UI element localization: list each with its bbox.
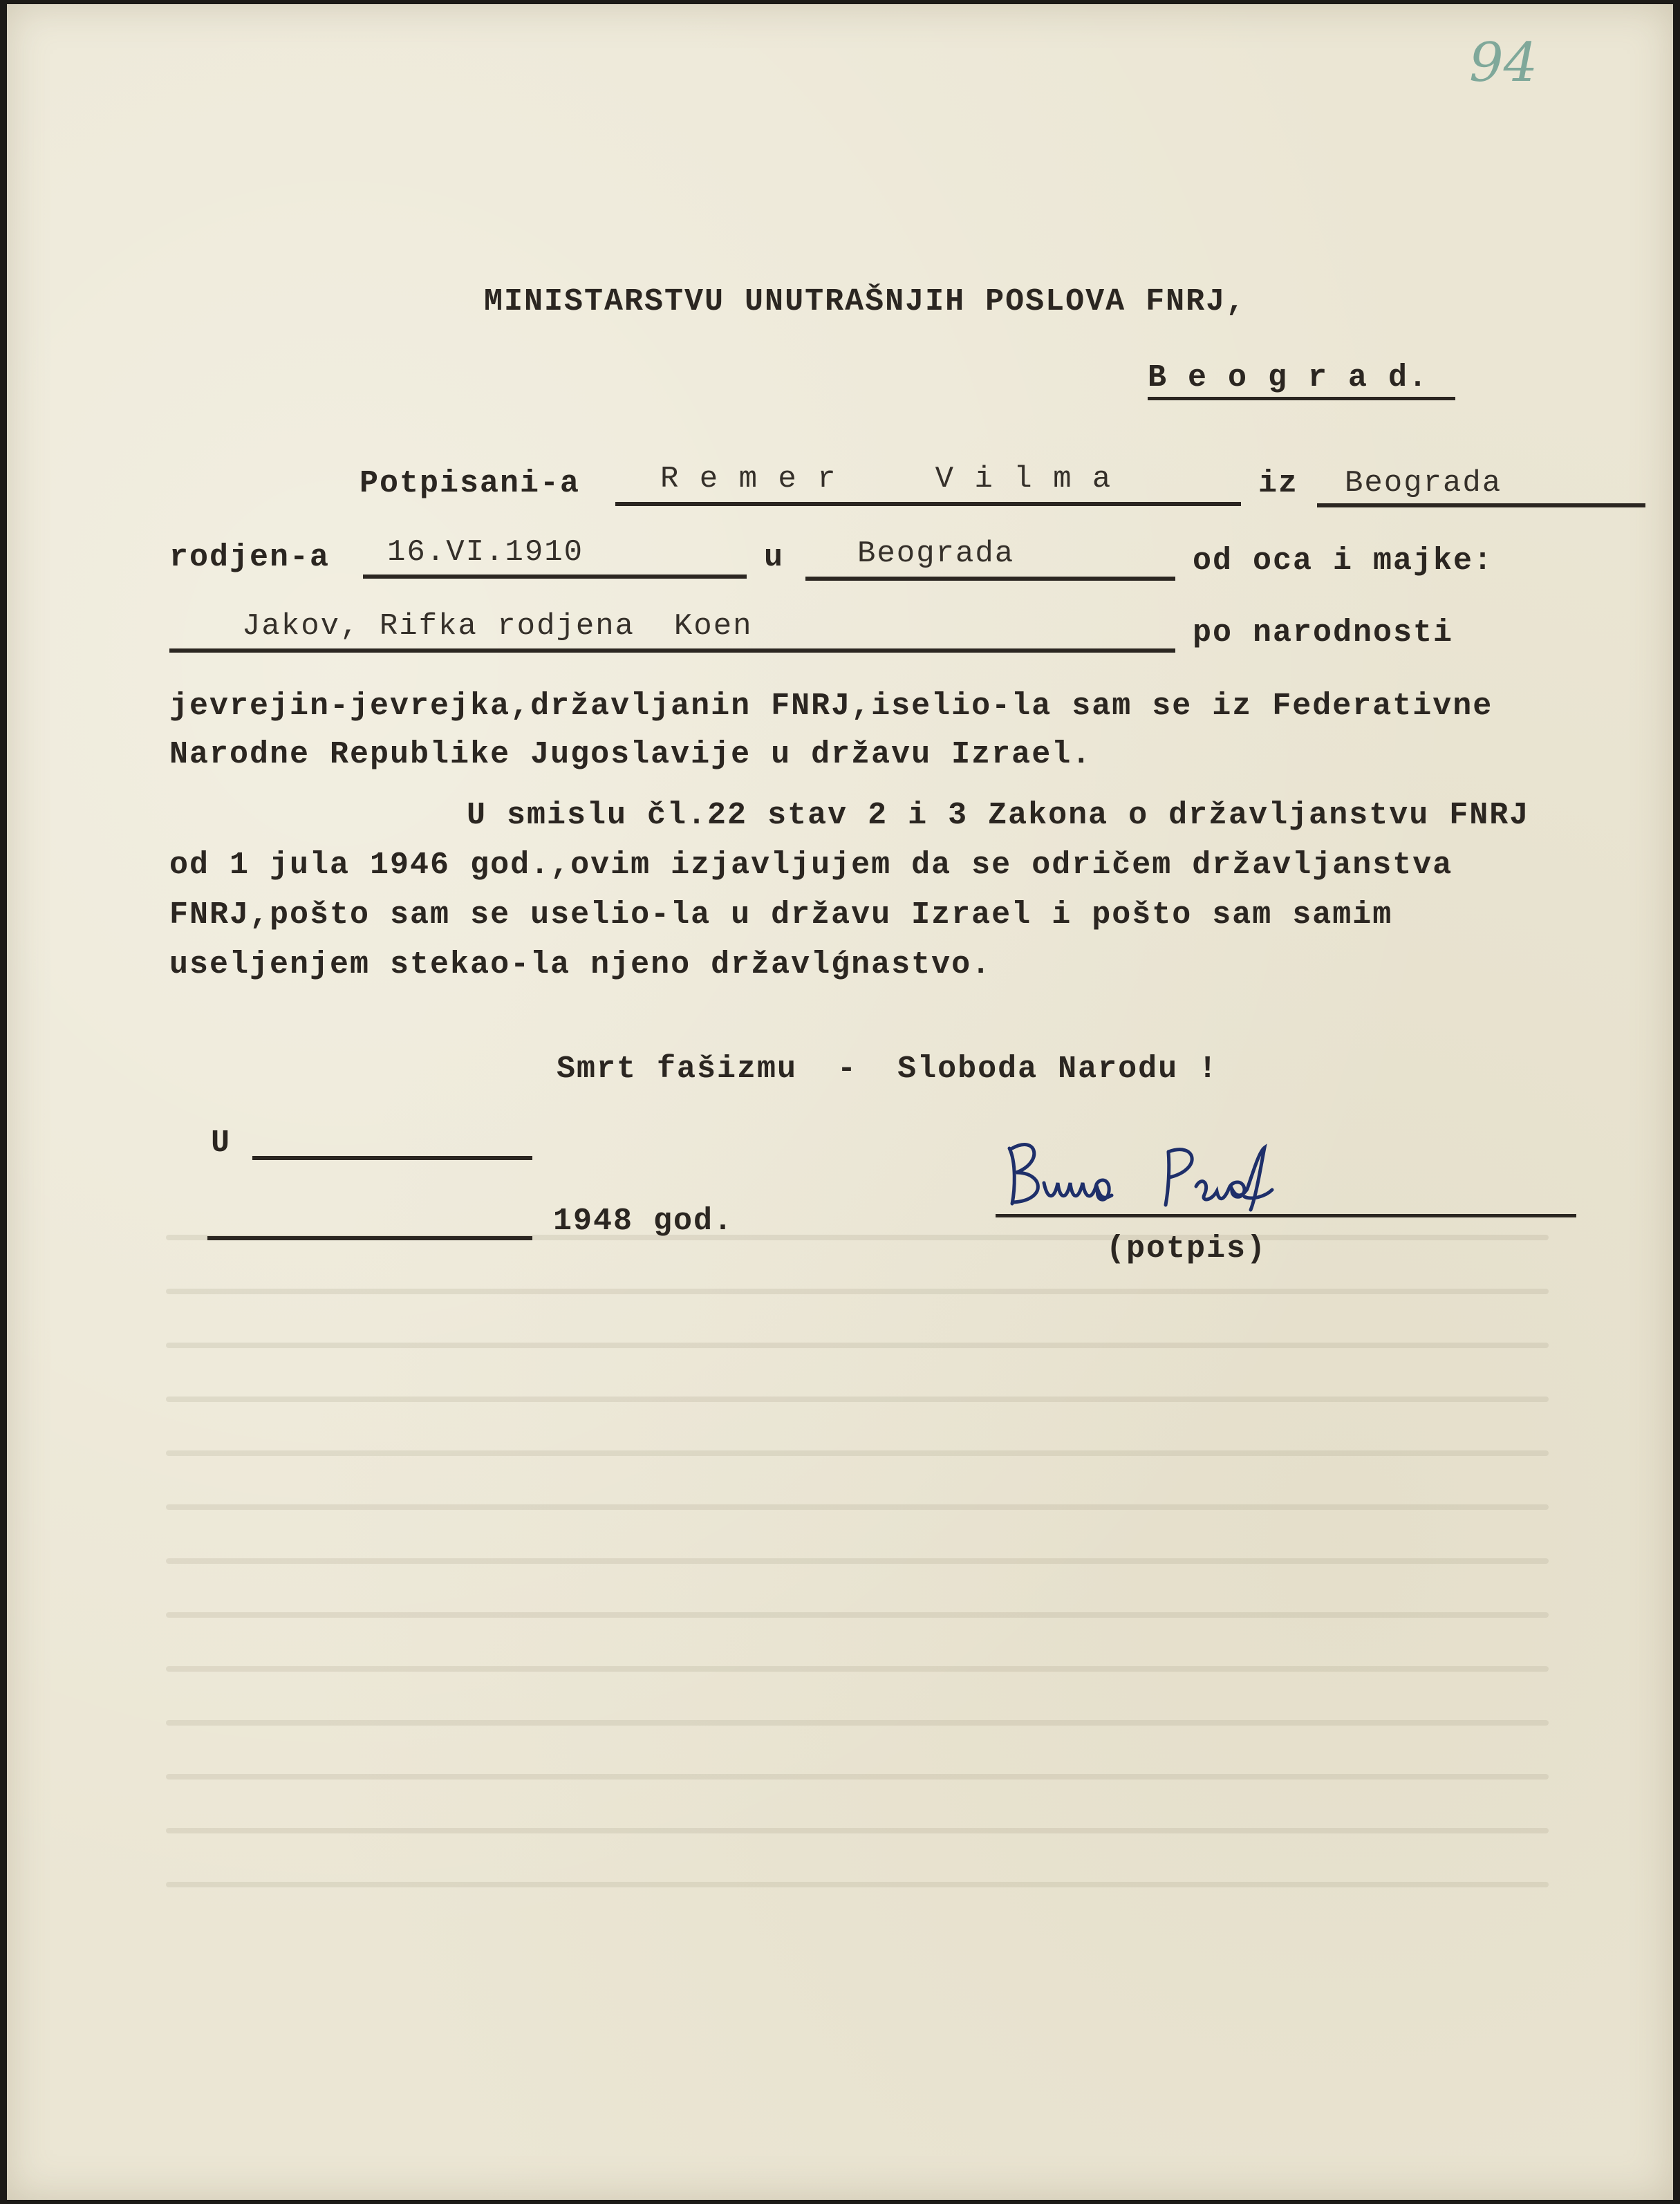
from-city: Beograda: [1345, 466, 1502, 501]
handwritten-signature: [996, 1121, 1327, 1224]
city-underline: [1148, 397, 1455, 400]
addressee: MINISTARSTVU UNUTRAŠNJIH POSLOVA FNRJ,: [484, 284, 1247, 319]
parents-line: [169, 648, 1175, 653]
place-label: U: [211, 1126, 232, 1161]
signature-label: (potpis): [1106, 1231, 1267, 1267]
from-city-line: [1317, 503, 1645, 507]
nationality-label: po narodnosti: [1193, 615, 1454, 651]
document-page: [7, 4, 1673, 2200]
birthplace-line: [805, 577, 1175, 581]
body-line-2: Narodne Republike Jugoslavije u državu Izrael.: [169, 737, 1092, 772]
body-line-1: jevrejin-jevrejka,državljanin FNRJ,iselio-la sam se iz Federativne: [169, 689, 1493, 724]
place-line: [252, 1156, 532, 1160]
city-heading: B e o g r a d.: [1148, 360, 1429, 395]
body-line-3: U smislu čl.22 stav 2 i 3 Zakona o državljanstvu FNRJ: [467, 798, 1530, 833]
parents-label: od oca i majke:: [1193, 543, 1494, 579]
signer-name: R e m e r V i l m a: [660, 462, 1112, 496]
page-number: 94: [1469, 32, 1538, 94]
birthplace: Beograda: [857, 536, 1015, 571]
body-line-4: od 1 jula 1946 god.,ovim izjavljujem da se odričem državljanstva: [169, 848, 1453, 883]
birth-date-line: [363, 575, 747, 579]
birthplace-label: u: [764, 540, 785, 575]
body-line-6: useljenjem stekao-la njeno državlǵnastvo.: [169, 947, 992, 982]
year-label: 1948 god.: [553, 1204, 734, 1239]
from-label: iz: [1258, 466, 1299, 501]
born-label: rodjen-a: [169, 540, 330, 575]
signature-line: [996, 1214, 1576, 1217]
date-line: [207, 1236, 532, 1240]
bleed-through-texture: [166, 1235, 1549, 1995]
birth-date: 16.VI.1910: [387, 535, 584, 570]
body-line-5: FNRJ,pošto sam se uselio-la u državu Izrael i pošto sam samim: [169, 897, 1393, 933]
signer-name-line: [615, 502, 1241, 506]
signer-label: Potpisani-a: [360, 466, 581, 501]
slogan: Smrt fašizmu - Sloboda Narodu !: [557, 1052, 1219, 1087]
parents-names: Jakov, Rifka rodjena Koen: [242, 609, 753, 644]
